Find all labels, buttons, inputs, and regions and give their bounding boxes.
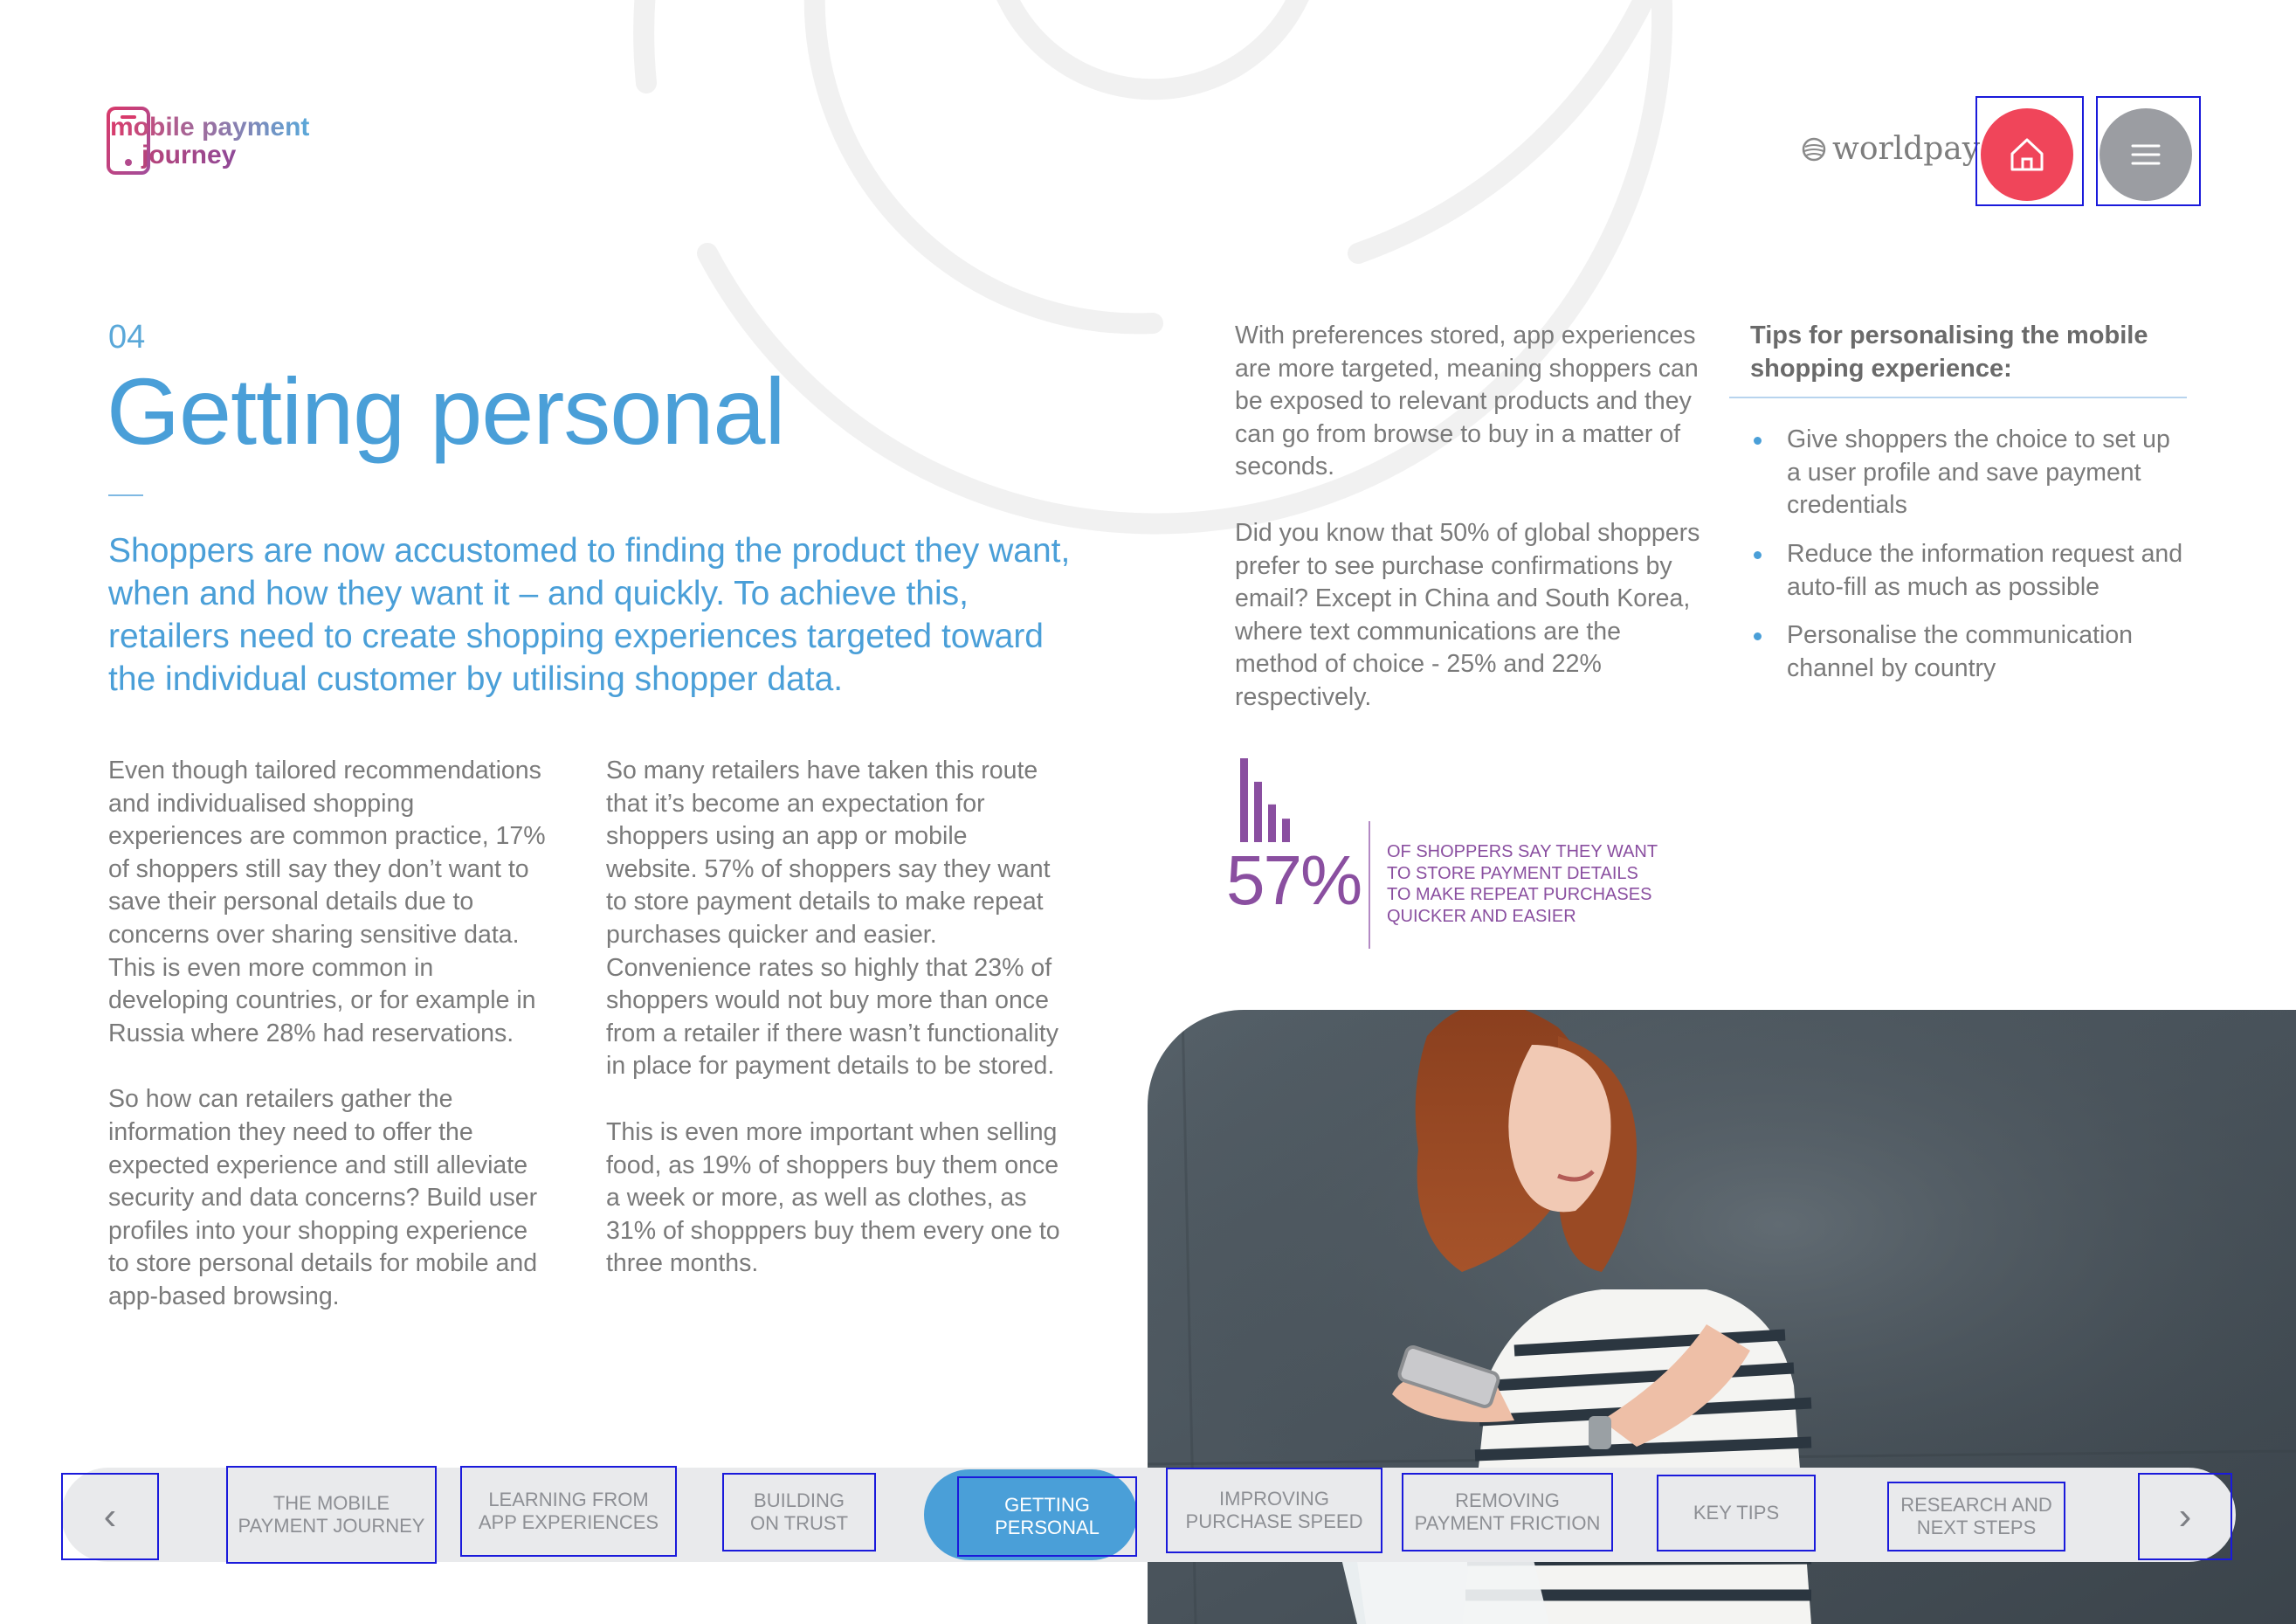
- tip-text: Personalise the communication channel by country: [1787, 621, 2134, 682]
- title-divider: [108, 494, 143, 496]
- nav-item-research-and-next-steps[interactable]: [1887, 1482, 2065, 1551]
- body-column-1: [108, 755, 554, 1347]
- tips-heading: Tips for personalising the mobile shopping experience:: [1750, 321, 2148, 383]
- nav-item-learning-from-app-experiences[interactable]: [460, 1466, 677, 1557]
- body-paragraph: Even though tailored recommendations and individualised shopping experiences are common practice, 17% of shoppers still say they don’t want to save their personal details due to concerns over sharing sensitive data. This is even more common in developing countries, or for example in Russia where 28% had reservations.: [108, 757, 546, 1047]
- bullet-icon: [1754, 551, 1762, 559]
- stat-value: 57%: [1226, 841, 1362, 919]
- logo-wordmark: [110, 114, 309, 169]
- body-paragraph: So how can retailers gather the information they need to offer the expected experience and still alleviate security and data concerns? Build user profiles into your shopping experience to store personal details for mobile and app-based browsing.: [108, 1085, 538, 1310]
- tip-item: [1750, 424, 2183, 522]
- body-column-3: [1235, 320, 1706, 748]
- tip-item: [1750, 619, 2183, 685]
- nav-item-removing-payment-friction[interactable]: [1402, 1473, 1613, 1551]
- nav-item-label: LEARNING FROM APP EXPERIENCES: [478, 1489, 659, 1533]
- body-paragraph: Did you know that 50% of global shoppers prefer to see purchase confirmations by email? Except in China and South Korea, where text communications are the method of choice - 25% and 22% respectively.: [1235, 518, 1700, 711]
- nav-item-improving-purchase-speed[interactable]: [1166, 1468, 1382, 1553]
- stat-divider: [1369, 821, 1370, 949]
- worldpay-logo: [1801, 131, 1980, 167]
- section-number: 04: [108, 319, 146, 356]
- logo-line-1: mobile payment: [110, 113, 310, 142]
- hamburger-menu-icon: [2099, 108, 2192, 201]
- body-paragraph: This is even more important when selling food, as 19% of shoppers buy them once a week or more, as well as clothes, as 31% of shopppers buy them every one to three months.: [606, 1117, 1060, 1278]
- bullet-icon: [1754, 632, 1762, 640]
- page-title: Getting personal: [107, 358, 785, 464]
- nav-item-label: THE MOBILE PAYMENT JOURNEY: [238, 1492, 425, 1537]
- nav-item-label: IMPROVING PURCHASE SPEED: [1185, 1488, 1363, 1532]
- stat-icon-bar: [1268, 805, 1276, 842]
- tips-panel: [1750, 320, 2183, 701]
- stat-caption: OF SHOPPERS SAY THEY WANT TO STORE PAYMENT DETAILS TO MAKE REPEAT PURCHASES QUICKER AND EASIER: [1387, 842, 1658, 926]
- bullet-icon: [1754, 437, 1762, 445]
- nav-item-label: RESEARCH AND NEXT STEPS: [1900, 1494, 2052, 1538]
- stat-icon-bar: [1240, 758, 1248, 842]
- chevron-left-icon: ‹: [103, 1495, 117, 1538]
- tip-text: Reduce the information request and auto-fill as much as possible: [1787, 539, 2183, 601]
- nav-item-building-on-trust[interactable]: [722, 1473, 876, 1551]
- worldpay-wordmark: worldpay: [1832, 131, 1981, 167]
- nav-item-key-tips[interactable]: [1657, 1475, 1816, 1551]
- body-column-2: [606, 755, 1060, 1314]
- worldpay-globe-icon: [1801, 136, 1827, 162]
- tip-item: [1750, 538, 2183, 604]
- nav-item-the-mobile-payment-journey[interactable]: [226, 1466, 437, 1564]
- tip-text: Give shoppers the choice to set up a user profile and save payment credentials: [1787, 425, 2170, 520]
- body-paragraph: With preferences stored, app experiences are more targeted, meaning shoppers can be exposed to relevant products and they can go from browse to buy in a matter of seconds.: [1235, 321, 1699, 481]
- nav-item-getting-personal[interactable]: [957, 1476, 1137, 1557]
- body-paragraph: So many retailers have taken this route that it’s become an expectation for shoppers using an app or mobile website. 57% of shoppers say they want to store payment details to make repeat purchases quicker and easier. Convenience rates so highly that 23% of shoppers would not buy more than once from a retailer if there wasn’t functionality in place for payment details to be stored.: [606, 757, 1058, 1081]
- menu-button[interactable]: [2096, 96, 2201, 206]
- intro-paragraph: Shoppers are now accustomed to finding the product they want, when and how they want it – and quickly. To achieve this, retailers need to create shopping experiences targeted toward the individual customer by utilising shopper data.: [108, 532, 1071, 698]
- home-button[interactable]: [1975, 96, 2084, 206]
- previous-chapter-button[interactable]: [61, 1473, 159, 1560]
- tips-list: [1750, 424, 2183, 685]
- stat-icon-bar: [1282, 819, 1290, 842]
- home-icon: [1981, 108, 2073, 201]
- nav-item-label: BUILDING ON TRUST: [749, 1489, 849, 1534]
- bar-chart-icon: [1238, 755, 1300, 842]
- logo-line-2: journey: [110, 142, 309, 169]
- nav-item-label: GETTING PERSONAL: [995, 1494, 1100, 1538]
- nav-item-label: REMOVING PAYMENT FRICTION: [1414, 1489, 1601, 1534]
- tips-divider: [1729, 397, 2187, 398]
- next-chapter-button[interactable]: [2138, 1473, 2232, 1560]
- nav-item-label: KEY TIPS: [1693, 1502, 1780, 1524]
- chevron-right-icon: ›: [2178, 1495, 2192, 1538]
- mobile-payment-journey-logo[interactable]: [107, 107, 316, 178]
- stat-icon-bar: [1254, 782, 1262, 842]
